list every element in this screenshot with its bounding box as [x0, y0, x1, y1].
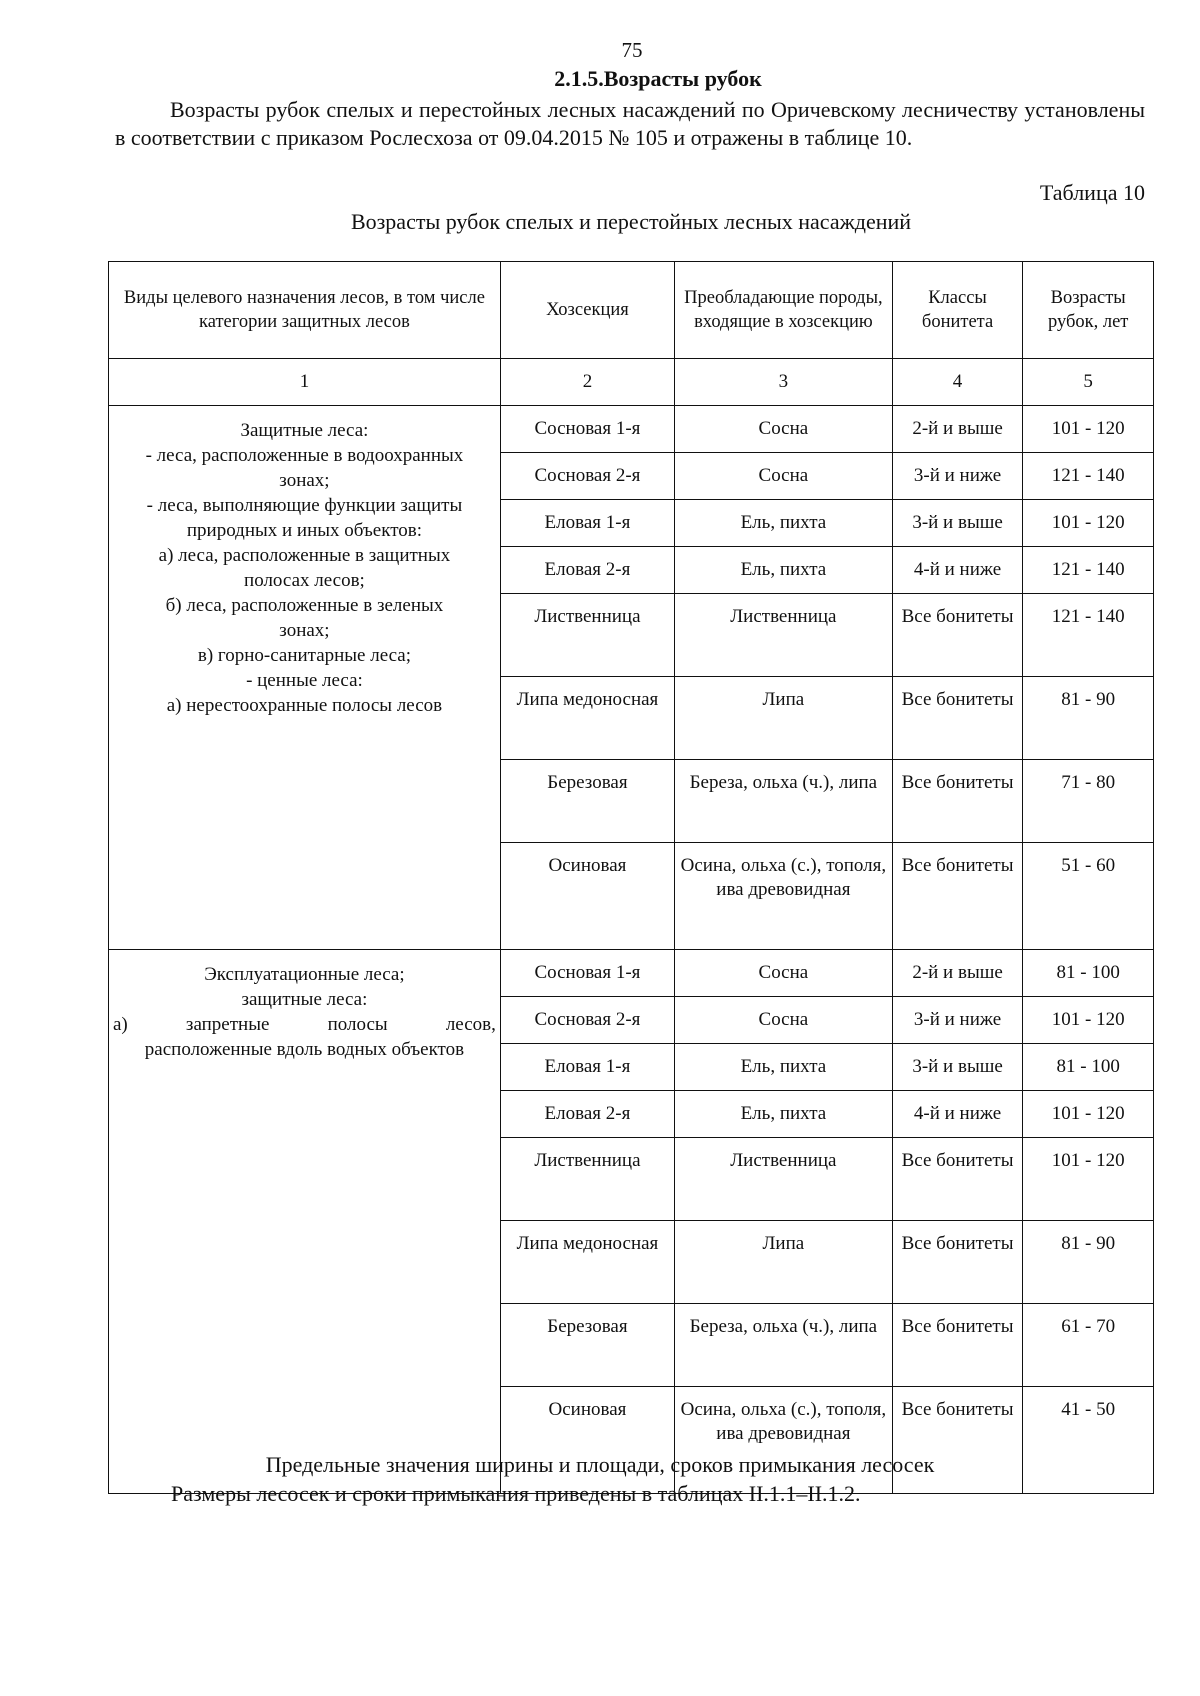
site-class-cell: 4-й и ниже: [892, 1091, 1023, 1138]
cutting-age-cell: 61 - 70: [1023, 1304, 1154, 1387]
cutting-age-cell: 41 - 50: [1023, 1387, 1154, 1494]
species-cell: Береза, ольха (ч.), липа: [675, 760, 893, 843]
site-class-cell: 3-й и ниже: [892, 453, 1023, 500]
header-species: Преобладающие породы, входящие в хозсекцию: [675, 262, 893, 359]
site-class-cell: Все бонитеты: [892, 1387, 1023, 1494]
cutting-age-cell: 51 - 60: [1023, 843, 1154, 950]
cutting-age-cell: 101 - 120: [1023, 500, 1154, 547]
forest-purpose-line: - ценные леса:: [246, 670, 363, 691]
cutting-age-cell: 101 - 120: [1023, 1091, 1154, 1138]
site-class-cell: Все бонитеты: [892, 1221, 1023, 1304]
forest-purpose-line: - леса, выполняющие функции защиты: [146, 495, 463, 516]
species-cell: Лиственница: [675, 1138, 893, 1221]
site-class-cell: Все бонитеты: [892, 594, 1023, 677]
forest-purpose-line: расположенные вдоль водных объектов: [144, 1039, 465, 1060]
site-class-cell: 2-й и выше: [892, 406, 1023, 453]
forest-purpose-line: а) леса, расположенные в защитных: [158, 545, 451, 566]
forest-purpose-line: б) леса, расположенные в зеленых: [165, 595, 444, 616]
species-cell: Лиственница: [675, 594, 893, 677]
section-cell: Сосновая 2-я: [500, 453, 674, 500]
cutting-age-cell: 101 - 120: [1023, 1138, 1154, 1221]
header-site-class: Классы бонитета: [892, 262, 1023, 359]
section-cell: Еловая 2-я: [500, 547, 674, 594]
cutting-age-cell: 101 - 120: [1023, 406, 1154, 453]
section-cell: Еловая 1-я: [500, 500, 674, 547]
table-title: Возрасты рубок спелых и перестойных лесных насаждений: [350, 209, 912, 234]
site-class-cell: Все бонитеты: [892, 1138, 1023, 1221]
section-cell: Березовая: [500, 1304, 674, 1387]
forest-purpose-line: природных и иных объектов:: [186, 520, 423, 541]
site-class-cell: Все бонитеты: [892, 677, 1023, 760]
header-forest-purpose: Виды целевого назначения лесов, в том числе категории защитных лесов: [109, 262, 501, 359]
intro-text: Возрасты рубок спелых и перестойных лесных насаждений по Оричевскому лесничеству установлены в соответствии с приказом Рослесхоза от 09.04.2015 № 105 и отражены в таблице 10.: [115, 97, 1145, 150]
site-class-cell: Все бонитеты: [892, 760, 1023, 843]
forest-purpose-line: зонах;: [279, 470, 330, 491]
section-cell: Осиновая: [500, 1387, 674, 1494]
cutting-age-cell: 81 - 90: [1023, 1221, 1154, 1304]
header-cutting-age: Возрасты рубок, лет: [1023, 262, 1154, 359]
species-cell: Осина, ольха (с.), тополя, ива древовидная: [675, 843, 893, 950]
species-cell: Липа: [675, 1221, 893, 1304]
species-cell: Ель, пихта: [675, 547, 893, 594]
species-cell: Береза, ольха (ч.), липа: [675, 1304, 893, 1387]
forest-purpose-line: а) запретные полосы лесов,: [113, 1014, 496, 1035]
cutting-age-cell: 121 - 140: [1023, 453, 1154, 500]
table-header-row: [109, 262, 1154, 359]
column-number-row: [109, 359, 1154, 406]
forest-purpose-line: полосах лесов;: [244, 570, 365, 591]
intro-paragraph: [115, 96, 1145, 152]
section-cell: Еловая 2-я: [500, 1091, 674, 1138]
site-class-cell: 4-й и ниже: [892, 547, 1023, 594]
forest-purpose-line: Защитные леса:: [240, 420, 369, 441]
forest-purpose-line: а) нерестоохранные полосы лесов: [166, 695, 443, 716]
species-cell: Сосна: [675, 453, 893, 500]
section-heading: 2.1.5.Возрасты рубок: [554, 66, 762, 91]
section-cell: Липа медоносная: [500, 677, 674, 760]
section-cell: Сосновая 1-я: [500, 406, 674, 453]
site-class-cell: 3-й и выше: [892, 1044, 1023, 1091]
forest-purpose-line: - леса, расположенные в водоохранных: [145, 445, 464, 466]
site-class-cell: 3-й и ниже: [892, 997, 1023, 1044]
section-cell: Липа медоносная: [500, 1221, 674, 1304]
table-row: [109, 950, 1154, 997]
column-number: 2: [500, 359, 674, 406]
section-cell: Сосновая 2-я: [500, 997, 674, 1044]
section-cell: Лиственница: [500, 594, 674, 677]
site-class-cell: Все бонитеты: [892, 1304, 1023, 1387]
site-class-cell: Все бонитеты: [892, 843, 1023, 950]
section-cell: Осиновая: [500, 843, 674, 950]
section-cell: Лиственница: [500, 1138, 674, 1221]
species-cell: Ель, пихта: [675, 1091, 893, 1138]
species-cell: Сосна: [675, 950, 893, 997]
section-cell: Березовая: [500, 760, 674, 843]
section-cell: Сосновая 1-я: [500, 950, 674, 997]
table-row: [109, 406, 1154, 453]
cutting-age-cell: 121 - 140: [1023, 594, 1154, 677]
table-label: Таблица 10: [1039, 180, 1145, 205]
footer-heading: Предельные значения ширины и площади, сроков примыкания лесосек: [265, 1452, 935, 1477]
page-number: 75: [621, 38, 643, 62]
species-cell: Сосна: [675, 997, 893, 1044]
forest-purpose-line: Эксплуатационные леса;: [204, 964, 405, 985]
forest-purpose-line: в) горно-санитарные леса;: [197, 645, 412, 666]
column-number: 3: [675, 359, 893, 406]
site-class-cell: 3-й и выше: [892, 500, 1023, 547]
species-cell: Ель, пихта: [675, 500, 893, 547]
column-number: 4: [892, 359, 1023, 406]
column-number: 1: [109, 359, 501, 406]
cutting-age-cell: 81 - 100: [1023, 950, 1154, 997]
species-cell: Сосна: [675, 406, 893, 453]
forest-purpose-cell: [109, 406, 501, 950]
species-cell: Осина, ольха (с.), тополя, ива древовидная: [675, 1387, 893, 1494]
column-number: 5: [1023, 359, 1154, 406]
species-cell: Липа: [675, 677, 893, 760]
forest-purpose-line: зонах;: [279, 620, 330, 641]
site-class-cell: 2-й и выше: [892, 950, 1023, 997]
cutting-ages-table: [108, 261, 1154, 1494]
cutting-age-cell: 101 - 120: [1023, 997, 1154, 1044]
section-cell: Еловая 1-я: [500, 1044, 674, 1091]
cutting-age-cell: 81 - 90: [1023, 677, 1154, 760]
forest-purpose-cell: [109, 950, 501, 1494]
header-section: Хозсекция: [500, 262, 674, 359]
species-cell: Ель, пихта: [675, 1044, 893, 1091]
footer-text: Размеры лесосек и сроки примыкания приведены в таблицах II.1.1–II.1.2.: [171, 1481, 861, 1506]
cutting-age-cell: 121 - 140: [1023, 547, 1154, 594]
cutting-age-cell: 71 - 80: [1023, 760, 1154, 843]
cutting-age-cell: 81 - 100: [1023, 1044, 1154, 1091]
forest-purpose-line: защитные леса:: [241, 989, 368, 1010]
